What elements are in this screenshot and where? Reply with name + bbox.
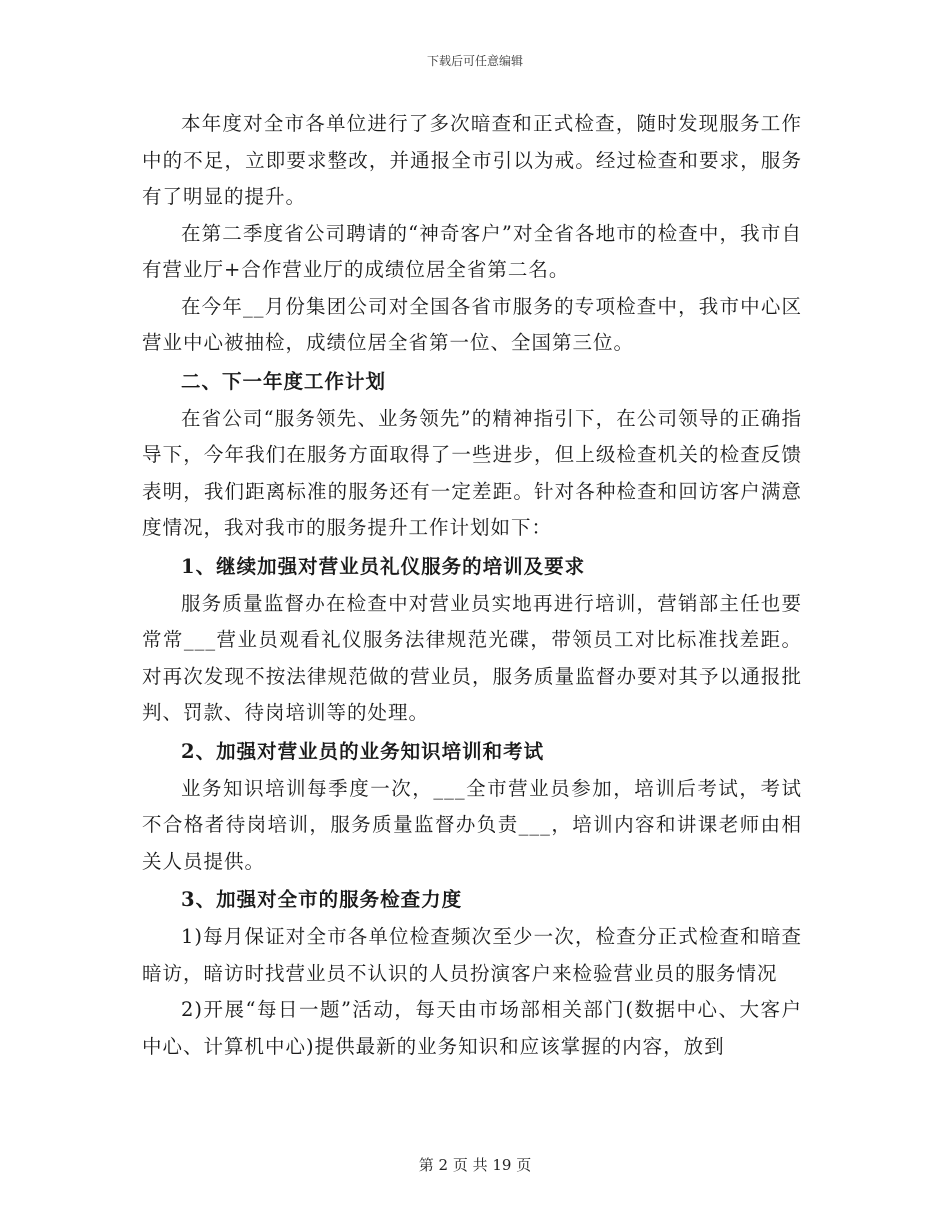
paragraph-monthly-inspection: 1)每月保证对全市各单位检查频次至少一次，检查分正式检查和暗查暗访，暗访时找营业员不认识的人员扮演客户来检验营业员的服务情况 <box>142 925 802 985</box>
paragraph-inspection-summary: 本年度对全市各单位进行了多次暗查和正式检查，随时发现服务工作中的不足，立即要求整改，并通报全市引以为戒。经过检查和要求，服务有了明显的提升。 <box>142 112 802 208</box>
paragraph-group-inspection: 在今年__月份集团公司对全国各省市服务的专项检查中，我市中心区营业中心被抽检，成绩位居全省第一位、全国第三位。 <box>142 294 802 354</box>
subheading-etiquette-training: 1、继续加强对营业员礼仪服务的培训及要求 <box>181 554 586 578</box>
subheading-service-inspection: 3、加强对全市的服务检查力度 <box>181 888 463 911</box>
paragraph-plan-intro: 在省公司“服务领先、业务领先”的精神指引下，在公司领导的正确指导下，今年我们在服务方面取得了一些进步，但上级检查机关的检查反馈表明，我们距离标准的服务还有一定差距。针对各种检查和回访客户满意度情况，我对我市的服务提升工作计划如下： <box>142 406 802 539</box>
paragraph-mystery-customer: 在第二季度省公司聘请的“神奇客户”对全省各地市的检查中，我市自有营业厅+合作营业厅的成绩位居全省第二名。 <box>142 221 802 281</box>
paragraph-etiquette-training: 服务质量监督办在检查中对营业员实地再进行培训，营销部主任也要常常___营业员观看礼仪服务法律规范光碟，带领员工对比标准找差距。对再次发现不按法律规范做的营业员，服务质量监督办要对其予以通报批判、罚款、待岗培训等的处理。 <box>142 591 802 724</box>
section-heading-next-year-plan: 二、下一年度工作计划 <box>181 369 387 393</box>
page-header: 下载后可任意编辑 <box>426 54 523 68</box>
paragraph-daily-question: 2)开展“每日一题”活动，每天由市场部相关部门(数据中心、大客户中心、计算机中心)提供最新的业务知识和应该掌握的内容，放到 <box>142 998 802 1058</box>
document-body <box>142 106 802 1065</box>
subheading-business-knowledge: 2、加强对营业员的业务知识培训和考试 <box>181 739 545 763</box>
page-number-footer: 第 2 页 共 19 页 <box>418 1156 532 1174</box>
paragraph-business-knowledge: 业务知识培训每季度一次，___全市营业员参加，培训后考试，考试不合格者待岗培训，服务质量监督办负责___，培训内容和讲课老师由相关人员提供。 <box>142 776 802 873</box>
